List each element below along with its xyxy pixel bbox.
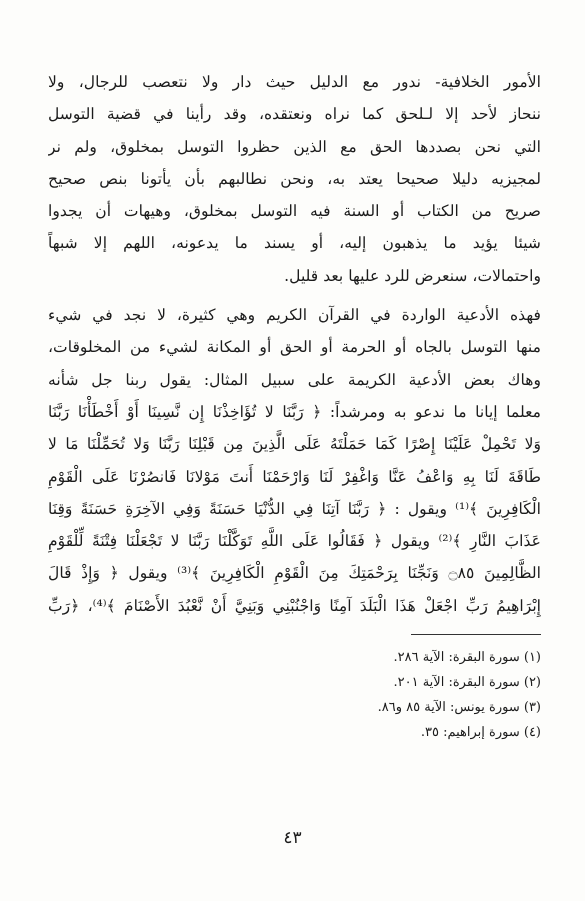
text-line: وهاك بعض الأدعية الكريمة على سبيل المثال: يقول ربنا جل شأنه: [48, 370, 541, 389]
footnote-2: (٢) سورة البقرة: الآية ٢٠١.: [393, 675, 541, 691]
quran-verse-line: وَلا تَحْمِلْ عَلَيْنَا إِصْرًا كَمَا حَمَلْتَهُ عَلَى الَّذِينَ مِن قَبْلِنَا رَبَّنَا وَلا تُحَمِّلْنَا مَا لا: [48, 435, 541, 454]
text-line: منها التوسل بالجاه أو الحرمة أو الحق أو المكانة لشيء من المخلوقات،: [48, 338, 541, 357]
quran-verse-line: عَذَابَ النَّارِ ﴾⁽²⁾ ويقول ﴿ فَقَالُوا عَلَى اللَّهِ تَوَكَّلْنَا رَبَّنَا لا تَجْعَلْنَا فِتْنَةً لِّلْقَوْمِ: [48, 532, 541, 551]
text-line: ننحاز لأحد إلا لـلحق كما نراه ونعتقده، وقد رأينا في قضية التوسل: [48, 105, 541, 124]
paragraph-2: [48, 299, 541, 622]
text-line: لمجيزيه دليلا صحيحا يعتد به، ونحن نطالبهم بأن يأتونا بنص صحيح: [48, 169, 541, 188]
paragraph-1: [48, 66, 541, 292]
quran-verse-line: طَاقَةَ لَنَا بِهِ وَاعْفُ عَنَّا وَاغْفِرْ لَنَا وَارْحَمْنَا أَنتَ مَوْلانَا فَانصُرْنَا عَلَى الْقَوْمِ: [48, 467, 541, 486]
page-number: ٤٣: [283, 828, 302, 848]
footnotes: [48, 645, 541, 745]
footnote-3: (٣) سورة يونس: الآية ٨٥ و٨٦.: [377, 700, 541, 716]
body-text: [48, 66, 541, 622]
text-line: صريح من الكتاب أو السنة فيه التوسل بمخلوق، وهيهات أن يجدوا: [48, 202, 541, 221]
text-line: الأمور الخلافية- ندور مع الدليل حيث دار ولا نتعصب للرجال، ولا: [48, 73, 541, 91]
quran-verse-line: الظَّالِمِينَ ۝٨٥ وَنَجِّنَا بِرَحْمَتِكَ مِنَ الْقَوْمِ الْكَافِرِينَ ﴾⁽³⁾ ويقول ﴿ وَإِذْ قَالَ: [48, 564, 541, 583]
quran-verse-line: الْكَافِرِينَ ﴾⁽¹⁾ ويقول : ﴿ رَبَّنَا آتِنَا فِي الدُّنْيَا حَسَنَةً وَفِي الآخِرَةِ حَسَنَةً وَقِنَا: [48, 499, 541, 518]
quran-verse-line: إِبْرَاهِيمُ رَبِّ اجْعَلْ هَذَا الْبَلَدَ آمِنًا وَاجْنُبْنِي وَبَنِيَّ أَنْ نَّعْبُدَ الأَصْنَامَ ﴾⁽⁴⁾، ﴿رَبِّ: [48, 596, 541, 615]
text-line: معلما إيانا ما ندعو به ومرشداً: ﴿ رَبَّنَا لا تُؤَاخِذْنَا إِن نَّسِينَا أَوْ أَخْطَأْنَا رَبَّنَا: [48, 402, 541, 421]
text-line: شيئا يؤيد ما يذهبون إليه، أو يسند ما يدعونه، اللهم إلا شبهاً: [48, 234, 541, 253]
text-line: التي نحن بصددها الحق مع الذين حظروا التوسل بمخلوق، ولم نر: [48, 137, 541, 156]
footnote-separator: [411, 634, 541, 635]
footnote-4: (٤) سورة إبراهيم: ٣٥.: [420, 725, 541, 741]
text-line: فهذه الأدعية الواردة في القرآن الكريم وهي كثيرة، لا نجد في شيء: [48, 306, 541, 325]
text-line: واحتمالات، سنعرض للرد عليها بعد قليل.: [284, 266, 541, 285]
footnote-1: (١) سورة البقرة: الآية ٢٨٦.: [393, 650, 541, 666]
